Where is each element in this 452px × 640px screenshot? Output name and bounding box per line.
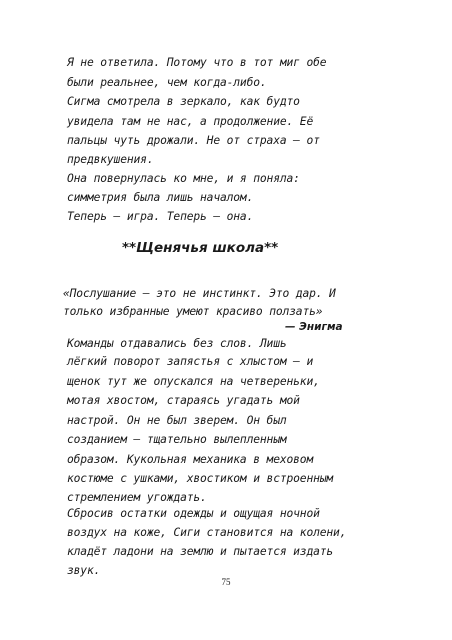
text-line: воздух на коже, Сиги становится на колени,: [67, 526, 347, 539]
text-line: увидела там не нас, а продолжение. Её: [67, 115, 314, 128]
text-line: мотая хвостом, стараясь угадать мой: [67, 394, 300, 407]
text-line: щенок тут же опускался на четвереньки,: [67, 375, 320, 388]
epigraph-line: только избранные умеют красиво ползать»: [63, 305, 323, 318]
text-line: созданием — тщательно вылепленным: [67, 433, 287, 446]
text-line: были реальнее, чем когда-либо.: [67, 76, 267, 89]
text-line: предвкушения.: [67, 153, 154, 166]
text-line: Я не ответила. Потому что в тот миг обе: [67, 56, 327, 69]
text-line: Команды отдавались без слов. Лишь: [67, 337, 287, 350]
text-line: кладёт ладони на землю и пытается издать: [67, 545, 334, 558]
text-line: Теперь — игра. Теперь — она.: [67, 210, 254, 223]
text-line: костюме с ушками, хвостиком и встроенным: [67, 472, 334, 485]
section-heading: **Щенячья школа**: [122, 240, 279, 256]
text-line: Сигма смотрела в зеркало, как будто: [67, 95, 300, 108]
text-line: Сбросив остатки одежды и ощущая ночной: [67, 507, 320, 520]
text-line: пальцы чуть дрожали. Не от страха — от: [67, 134, 320, 147]
text-line: Она повернулась ко мне, и я поняла:: [67, 172, 300, 185]
page-number: 75: [221, 577, 231, 587]
text-line: образом. Кукольная механика в меховом: [67, 453, 314, 466]
epigraph-attribution: — Энигма: [285, 321, 343, 333]
text-line: симметрия была лишь началом.: [67, 191, 254, 204]
text-line: звук.: [67, 564, 101, 577]
text-line: стремлением угождать.: [67, 491, 207, 504]
epigraph-line: «Послушание — это не инстинкт. Это дар. И: [63, 287, 336, 300]
text-line: настрой. Он не был зверем. Он был: [67, 414, 287, 427]
text-line: лёгкий поворот запястья с хлыстом — и: [67, 355, 314, 368]
